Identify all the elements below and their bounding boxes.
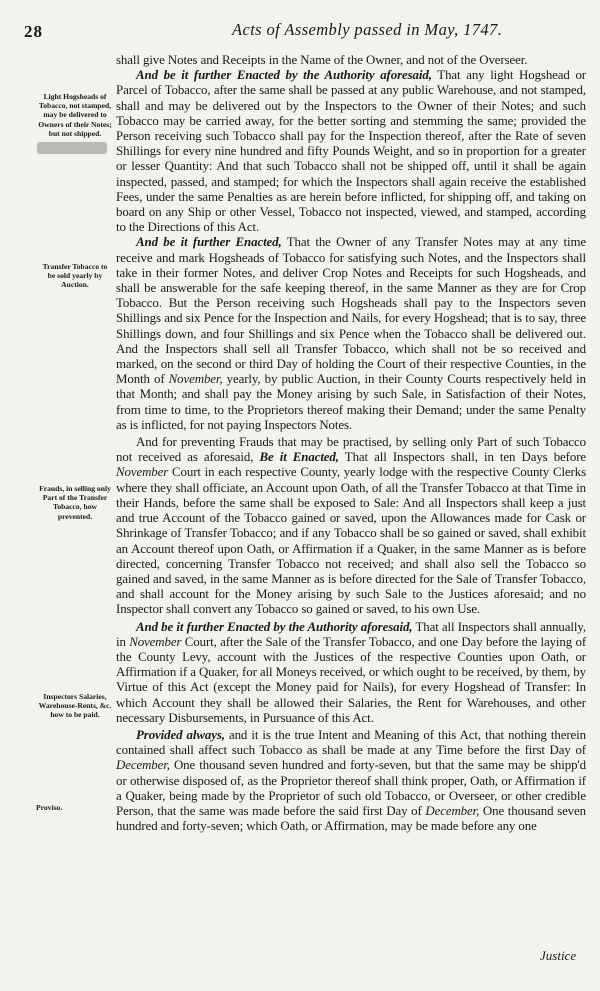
paragraph-inspectors-salaries: And be it further Enacted by the Authority aforesaid, That all Inspectors shall annually, in November Court, after the Sale of the Transfer Tobacco, and one Day before the laying of the County Levy, account with the Justices of the respective Counties upon Oath, or Affirmation if a Quaker, for all Moneys received, or which ought to be received, by them, by Virtue of this Act (except the Money paid for Nails), for every Hogshead of Transfer: In which Account they shall be allowed their Salaries, the Rent for Warehouses, and other necessary Disbursements, in Pursuance of this Act. xyxy=(116,619,587,725)
enacting-clause: And be it further Enacted by the Authority aforesaid, xyxy=(136,68,432,83)
marginal-note-inspectors-salaries: Inspectors Salaries, Warehouse-Rents, &c. how to be paid. xyxy=(38,692,112,720)
body-text xyxy=(116,53,586,834)
enacting-clause: Provided always, xyxy=(136,727,225,742)
running-head: Acts of Assembly passed in May, 1747. xyxy=(232,20,503,39)
enacting-clause: And be it further Enacted, xyxy=(136,235,282,250)
marginal-note-transfer-auction: Transfer Tobacco to be sold yearly by Auction. xyxy=(42,262,108,290)
paragraph-frauds: And for preventing Frauds that may be practised, by selling only Part of such Tobacco not received as aforesaid, Be it Enacted, That all Inspectors shall, in ten Days before November Court in each respective County, yearly lodge with the respective County Clerks where they shall officiate, an Account upon Oath, of all the Transfer Tobacco at that Time in their Hands, before the same shall be exposed to Sale: And all Inspectors shall keep a just and true Account of the Tobacco gained or saved, upon the Allowances made for Cask or Shrinkage of Transfer Tobacco; and if any Tobacco shall be so gained or saved, shall exhibit an Account thereof upon Oath, or Affirmation if a Quaker, in the same Manner as is before directed, concerning Transfer Tobacco not received; and shall also sell the Tobacco so gained and saved, in the same Manner as is before directed for the Sale of Transfer Tobacco, and shall account for the Money arising by such Sale to the Justices aforesaid; and no Inspector shall convert any Tobacco so gained or saved, to his own Use. xyxy=(116,435,587,617)
marginal-note-frauds: Frauds, in selling only Part of the Transfer Tobacco, how prevented. xyxy=(39,484,111,521)
enacting-clause: And be it further Enacted by the Authority aforesaid, xyxy=(136,619,413,634)
paragraph-proviso: Provided always, and it is the true Intent and Meaning of this Act, that nothing therein contained shall affect such Tobacco as shall be made at any Time before the first Day of December, One thousand seven hundred and forty-seven, but that the same may be shipp'd or otherwise disposed of, as the Proprietor thereof shall think proper, Oath, or Affirmation if a Quaker, being made by the Proprietor of such old Tobacco, or Overseer, or other credible Person, that the same was made before the said first Day of December, One thousand seven hundred and forty-seven; which Oath, or Affirmation, may be made before any one xyxy=(116,727,586,834)
catchword: Justice xyxy=(540,948,577,963)
ink-smudge xyxy=(37,142,107,154)
paragraph-light-hogsheads: And be it further Enacted by the Authority aforesaid, That any light Hogshead or Parcel of Tobacco, after the same shall be passed at any public Warehouse, and not stamped, shall and may be delivered out by the Inspectors to the Owner of their Notes; and such Tobacco may be carried away, for the better sorting and stemming the same; provided the Person receiving such Tobacco shall pay for the Inspection thereof, after the Rate of seven Shillings for every nine hundred and fifty Pounds Weight, and so in proportion for a greater or lesser Quantity: And that such Tobacco shall not be shipped off, until it shall be again inspected, passed, and stamped; for which the Inspectors shall again receive the established Fees, under the same Penalties as are herein before inflicted, for shipping off, and taking on board on any Ship or other Vessel, Tobacco not inspected, viewed, and stamped, according to the Directions of this Act. xyxy=(116,68,586,235)
enacting-clause: Be it Enacted, xyxy=(259,450,339,465)
paragraph-transfer-notes: And be it further Enacted, That the Owner of any Transfer Notes may at any time receive and mark Hogsheads of Tobacco for satisfying such Notes, and the Inspectors shall take in their former Notes, and deliver Crop Notes and Receipts for such Hogsheads, and shall be answerable for the safe keeping thereof, in the same Manner as they are for Crop Tobacco. But the Person receiving such Hogsheads shall pay to the Inspectors seven Shillings and six Pence for the Inspection and Nails, for every Hogshead; that is to say, three Shillings down, and four Shillings and six Pence when the Tobacco shall be delivered out. And the Inspectors shall sell all Transfer Tobacco, which shall not be so received and marked, on the second or third Day of holding the Court of their respective Counties, in the Month of November, yearly, by public Auction, in their County Courts respectively held in that Month; and shall pay the Money arising by such Sale, in Satisfaction of their Notes, from time to time, to the Proprietors thereof making their Demand; under the same Penalty as is inflicted, for not paying Inspectors Notes. xyxy=(116,235,587,432)
page-number: 28 xyxy=(24,22,43,41)
marginal-note-light-hogsheads: Light Hogsheads of Tobacco, not stamped, may be delivered to Owners of their Notes; but not shipped. xyxy=(38,92,112,138)
paragraph-1: shall give Notes and Receipts in the Name of the Owner, and not of the Overseer. xyxy=(116,53,528,67)
marginal-note-proviso: Proviso. xyxy=(36,803,63,812)
